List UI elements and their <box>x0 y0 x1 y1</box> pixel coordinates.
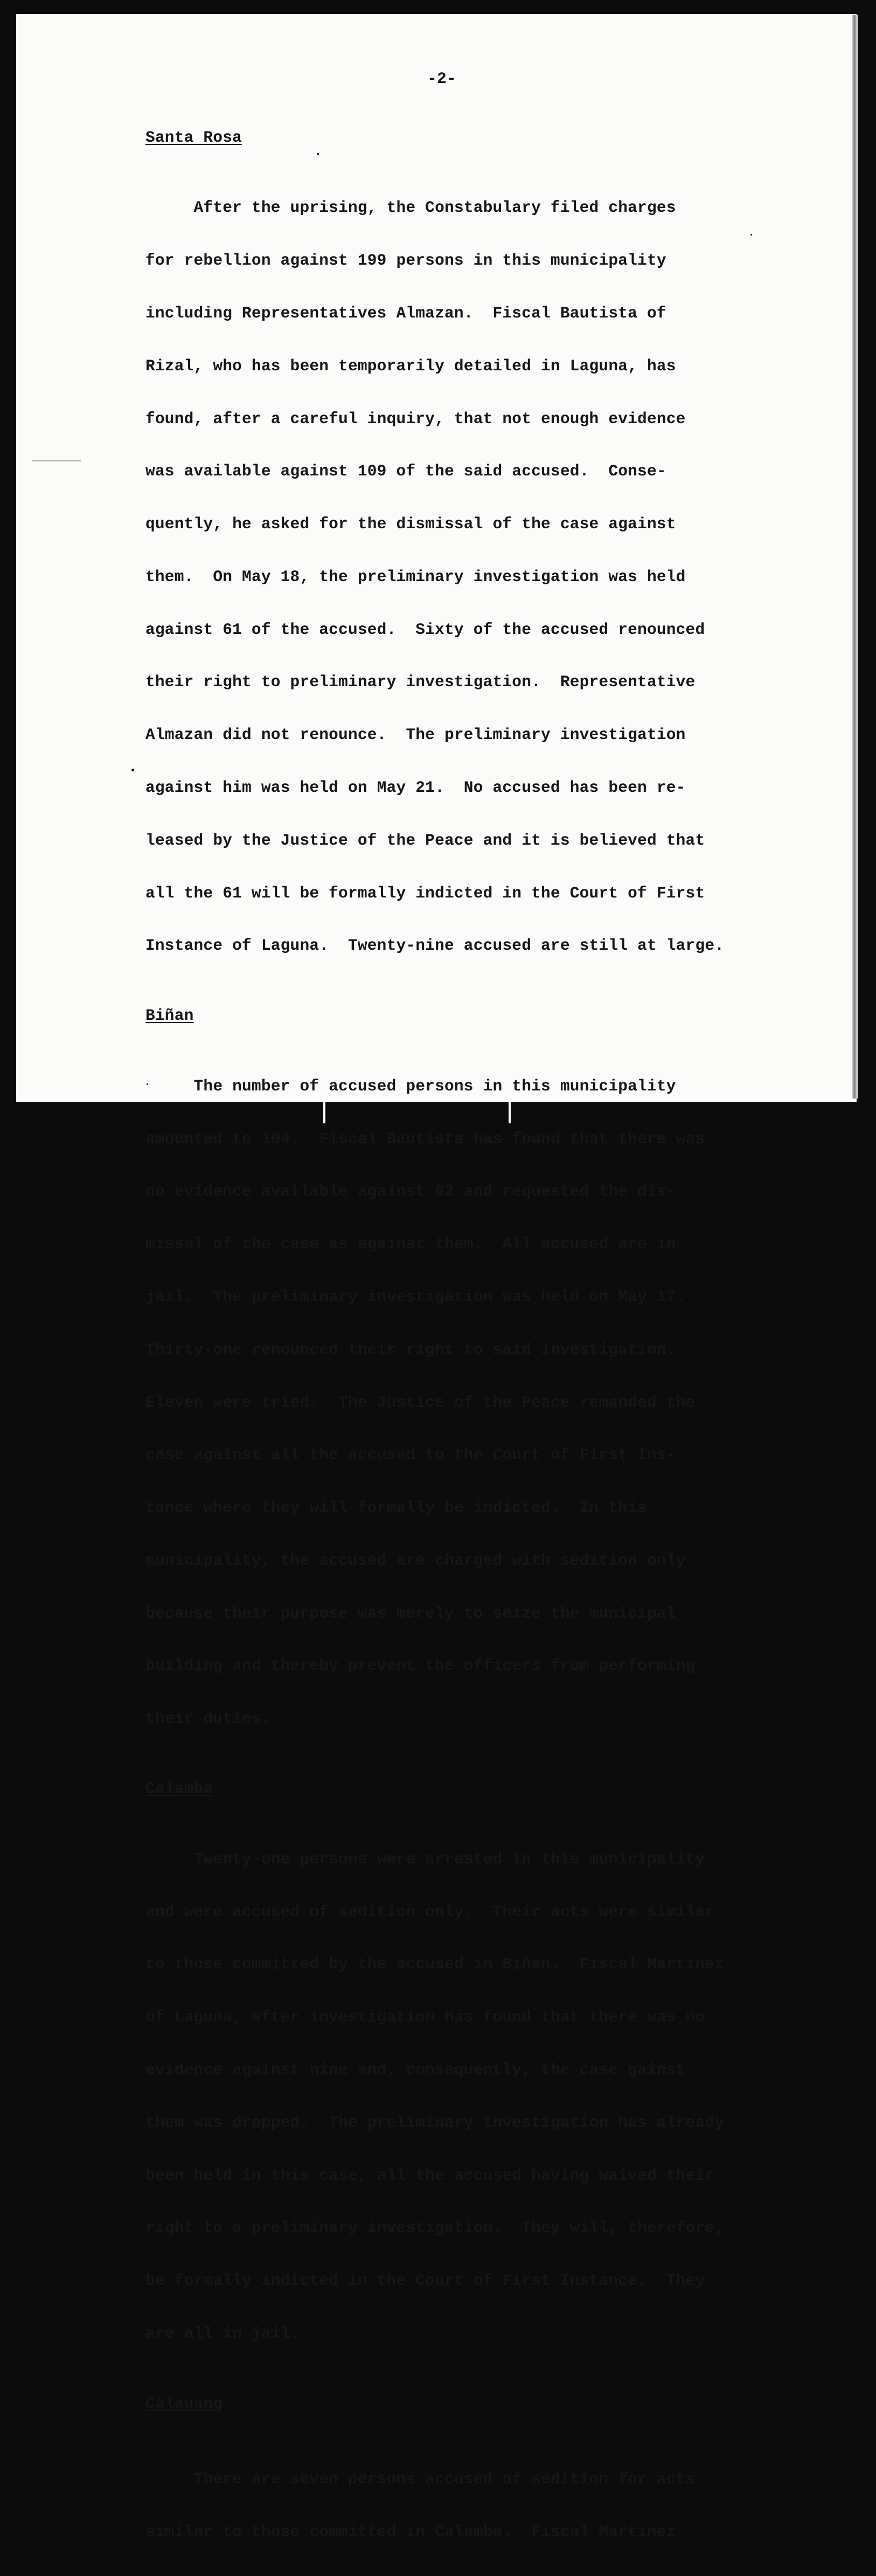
spacer <box>145 2378 760 2395</box>
paragraph <box>145 1815 760 2378</box>
text-line: been held in this case, all the accused having waived their <box>145 2166 715 2185</box>
paragraph <box>145 2435 760 2576</box>
text-line: Eleven were tried. The Justice of the Peace remanded the <box>145 1393 696 1412</box>
page-number: -2- <box>427 70 456 88</box>
text-line: because their purpose was merely to seize the municipal <box>145 1604 676 1622</box>
text-line: Twenty-one persons were arrested in this municipality <box>145 1849 705 1868</box>
text-line: was available against 109 of the said accused. Conse- <box>145 462 666 481</box>
document-body <box>145 70 760 2576</box>
section-calamba <box>145 1780 760 2378</box>
text-line: to those committed by the accused in Biñan. Fiscal Martinez <box>145 1955 725 1974</box>
text-line: case against all the accused to the Court of First Ins- <box>145 1446 676 1465</box>
text-line: There are seven persons accused of sedition for acts <box>145 2470 696 2489</box>
section-heading: Calamba <box>145 1779 213 1798</box>
section-binan <box>145 1007 760 1763</box>
page-edge <box>852 15 858 1099</box>
text-line: Almazan did not renounce. The preliminary investigation <box>145 726 686 744</box>
section-heading: Santa Rosa <box>145 128 242 147</box>
text-line: Instance of Laguna. Twenty-nine accused are still at large. <box>145 936 725 955</box>
text-line: Rizal, who has been temporarily detailed in Laguna, has <box>145 356 676 375</box>
text-line: no evidence available against 62 and requested the dis- <box>145 1182 676 1201</box>
text-line: leased by the Justice of the Peace and it is believed that <box>145 831 705 850</box>
text-line: municipality, the accused are charged with sedition only <box>145 1551 686 1570</box>
text-line: evidence against nine and, consequently, the case gainst <box>145 2060 686 2079</box>
paragraph <box>145 1042 760 1763</box>
text-line: right to a preliminary investigation. They will, therefore, <box>145 2219 725 2237</box>
section-santa-rosa <box>145 129 760 990</box>
text-line: against him was held on May 21. No accused has been re- <box>145 778 686 797</box>
text-line: quently, he asked for the dismissal of the case against <box>145 515 676 534</box>
text-line: be formally indicted in the Court of First Instance. They <box>145 2271 705 2290</box>
section-heading: Calauang <box>145 2394 223 2413</box>
speck <box>131 769 134 771</box>
section-heading: Biñan <box>145 1006 194 1025</box>
text-line: their duties. <box>145 1709 271 1728</box>
text-line: including Representatives Almazan. Fiscal Bautista of <box>145 303 666 322</box>
text-line: them was dropped. The preliminary investigation has already <box>145 2113 725 2132</box>
text-line: them. On May 18, the preliminary investigation was held <box>145 567 686 586</box>
text-line: found, after a careful inquiry, that not enough evidence <box>145 409 686 428</box>
text-line: their right to preliminary investigation. Representative <box>145 673 696 692</box>
text-line: After the uprising, the Constabulary filed charges <box>145 198 676 217</box>
text-line: missal of the case as against them. All accused are in <box>145 1235 676 1254</box>
text-line: tance where they will formally be indicted. In this <box>145 1498 647 1517</box>
text-line: building and thereby prevent the officers from performing <box>145 1656 696 1675</box>
text-line: for rebellion against 199 persons in this municipality <box>145 251 666 270</box>
spacer <box>145 1763 760 1780</box>
text-line: against 61 of the accused. Sixty of the accused renounced <box>145 620 705 639</box>
scan-mark <box>32 460 81 461</box>
paragraph <box>145 164 760 990</box>
spacer <box>145 990 760 1007</box>
text-line: similar to those committed in Calamba. Fiscal Martinez <box>145 2523 676 2542</box>
text-line: amounted to 104. Fiscal Bautista has found that there was <box>145 1129 705 1148</box>
text-line: of Laguna, after investigation has found that there was no <box>145 2008 705 2027</box>
text-line: Thirty-one renounced their right to said investigation. <box>145 1340 676 1359</box>
spacer <box>145 2430 760 2435</box>
text-line: The number of accused persons in this municipality <box>145 1076 676 1095</box>
section-calauang <box>145 2395 760 2576</box>
text-line: jail. The preliminary investigation was held on May 17. <box>145 1288 686 1306</box>
text-line: are all in jail. <box>145 2324 300 2343</box>
text-line: and were accused of sedition only. Their acts were similar <box>145 1902 715 1921</box>
text-line: all the 61 will be formally indicted in the Court of First <box>145 883 705 902</box>
